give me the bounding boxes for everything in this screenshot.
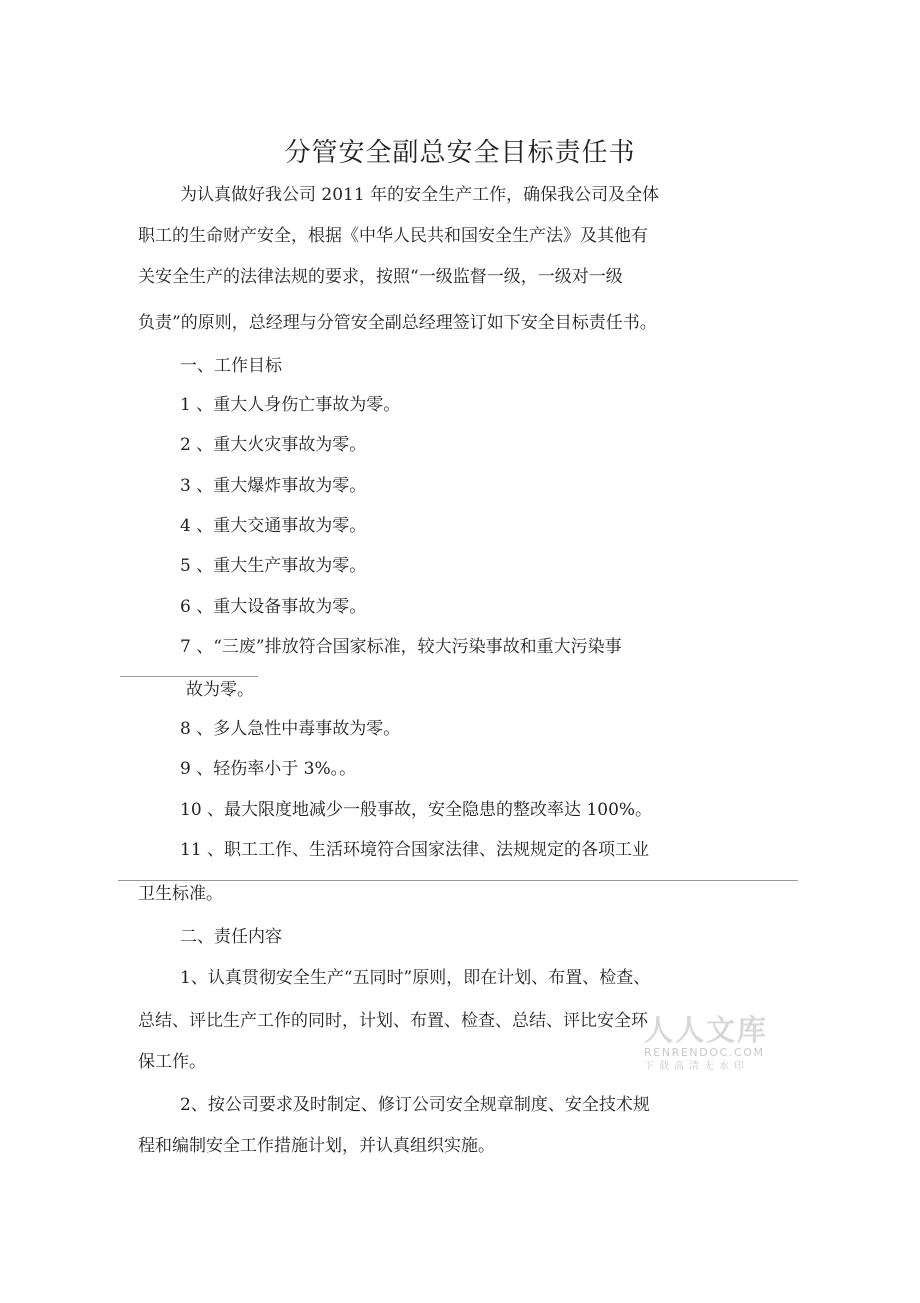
paragraph-line: 负责”的原则，总经理与分管安全副总经理签订如下安全目标责任书。 bbox=[138, 313, 657, 333]
list-item: 1 、重大人身伤亡事故为零。 bbox=[180, 395, 401, 415]
list-item: 2 、重大火灾事故为零。 bbox=[180, 435, 367, 455]
section-heading: 二、责任内容 bbox=[180, 927, 282, 947]
list-item: 5 、重大生产事故为零。 bbox=[180, 556, 367, 576]
divider-line bbox=[118, 880, 798, 881]
paragraph-line: 职工的生命财产安全，根据《中华人民共和国安全生产法》及其他有 bbox=[138, 226, 648, 246]
watermark-tagline: 下载高清无水印 bbox=[644, 1061, 749, 1072]
list-item: 6 、重大设备事故为零。 bbox=[180, 597, 367, 617]
list-item: 7 、“三废”排放符合国家标准，较大污染事故和重大污染事 bbox=[180, 637, 622, 657]
paragraph-line: 2、按公司要求及时制定、修订公司安全规章制度、安全技术规 bbox=[180, 1095, 650, 1115]
list-item-continuation: 故为零。 bbox=[186, 680, 254, 700]
paragraph-line: 1、认真贯彻安全生产“五同时”原则，即在计划、布置、检查、 bbox=[180, 968, 651, 988]
list-item: 10 、最大限度地减少一般事故，安全隐患的整改率达 100%。 bbox=[180, 800, 653, 820]
list-item-continuation: 卫生标准。 bbox=[138, 884, 223, 904]
watermark-logo bbox=[644, 1014, 774, 1073]
list-item: 4 、重大交通事故为零。 bbox=[180, 516, 367, 536]
paragraph-line: 总结、评比生产工作的同时，计划、布置、检查、总结、评比安全环 bbox=[138, 1011, 648, 1031]
document-title: 分管安全副总安全目标责任书 bbox=[284, 138, 636, 168]
paragraph-line: 保工作。 bbox=[138, 1052, 206, 1072]
paragraph-line: 关安全生产的法律法规的要求，按照“一级监督一级，一级对一级 bbox=[138, 267, 623, 287]
paragraph-line: 程和编制安全工作措施计划，并认真组织实施。 bbox=[138, 1136, 495, 1156]
list-item: 11 、职工工作、生活环境符合国家法律、法规规定的各项工业 bbox=[180, 840, 650, 860]
section-heading: 一、工作目标 bbox=[180, 356, 282, 376]
list-item: 9 、轻伤率小于 3%。。 bbox=[180, 759, 357, 779]
list-item: 8 、多人急性中毒事故为零。 bbox=[180, 719, 401, 739]
watermark-url: RENRENDOC.COM bbox=[644, 1046, 765, 1059]
list-item: 3 、重大爆炸事故为零。 bbox=[180, 476, 367, 496]
watermark-brand: 人人文库 bbox=[644, 1013, 769, 1047]
divider-line bbox=[120, 676, 258, 677]
paragraph-line: 为认真做好我公司 2011 年的安全生产工作，确保我公司及全体 bbox=[180, 185, 660, 205]
